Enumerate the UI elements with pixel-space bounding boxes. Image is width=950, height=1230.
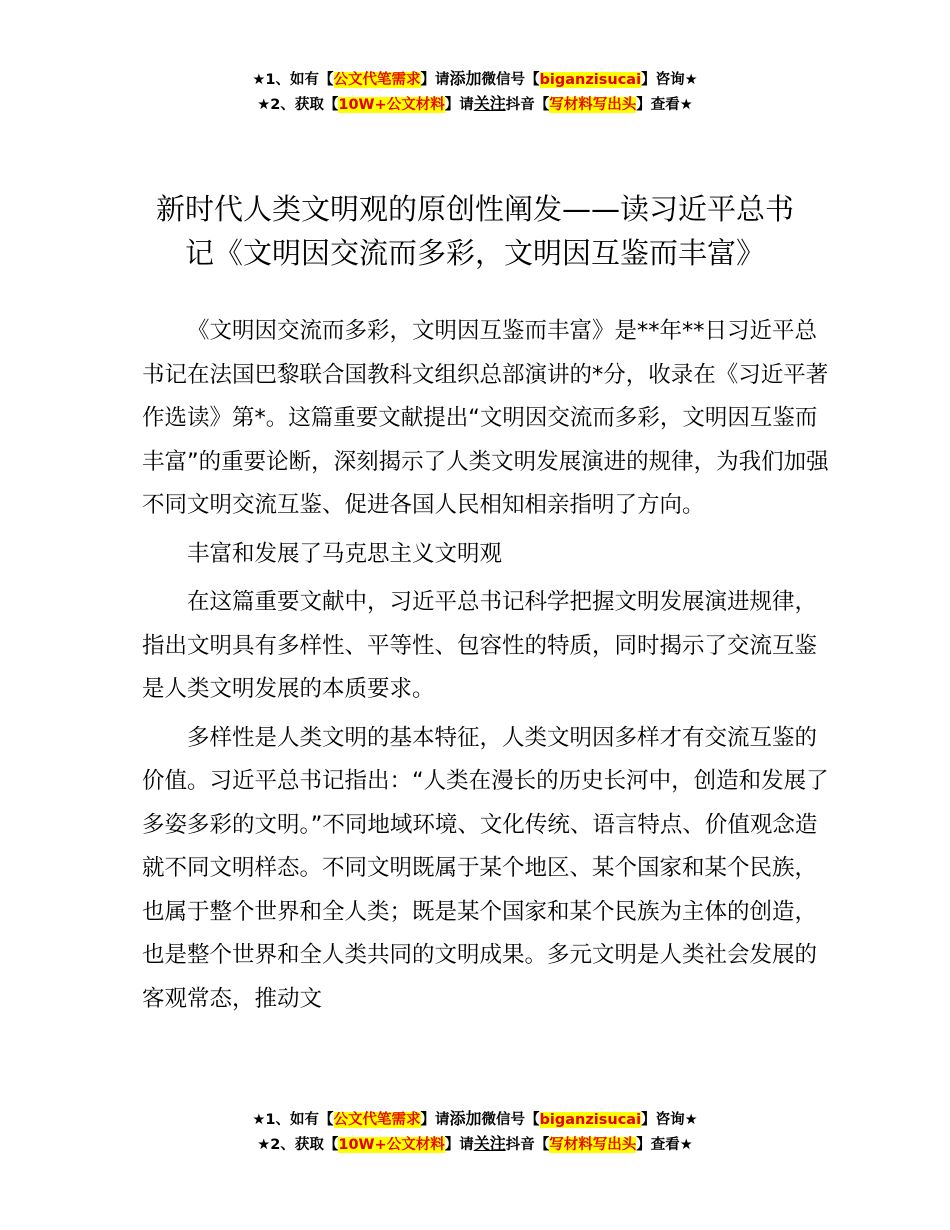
- promo-highlight-douyin: 写材料写出头: [549, 1137, 637, 1153]
- paragraph-2: 在这篇重要文献中，习近平总书记科学把握文明发展演进规律，指出文明具有多样性、平等性、包容性的特质，同时揭示了交流互鉴是人类文明发展的本质要求。: [142, 589, 818, 702]
- document-body: [142, 310, 832, 1026]
- promo-line-2: ★2、获取【10W+公文材料】请关注抖音【写材料写出头】查看★: [257, 94, 693, 113]
- promo-footer: [0, 1107, 950, 1157]
- promo-line-1: ★1、如有【公文代笔需求】请添加微信号【biganzisucai】咨询★: [252, 69, 698, 88]
- section-heading: 丰富和发展了马克思主义文明观: [187, 540, 503, 567]
- promo-line-1: ★1、如有【公文代笔需求】请添加微信号【biganzisucai】咨询★: [252, 1109, 698, 1128]
- promo-header: [0, 67, 950, 117]
- document-title: 新时代人类文明观的原创性阐发——读习近平总书记《文明因交流而多彩，文明因互鉴而丰富》: [155, 192, 794, 271]
- promo-highlight-wechat: biganzisucai: [539, 1112, 642, 1128]
- promo-highlight-service: 公文代笔需求: [333, 1112, 421, 1128]
- promo-highlight-douyin: 写材料写出头: [549, 97, 637, 113]
- paragraph-3: 多样性是人类文明的基本特征，人类文明因多样才有交流互鉴的价值。习近平总书记指出：“人类在漫长的历史长河中，创造和发展了多姿多彩的文明。”不同地域环境、文化传统、语言特点、价值观念造就不同文明样态。不同文明既属于某个地区、某个国家和某个民族，也属于整个世界和全人类；既是某个国家和某个民族为主体的创造，也是整个世界和全人类共同的文明成果。多元文明是人类社会发展的客观常态，推动文: [142, 724, 829, 1012]
- paragraph-intro: 《文明因交流而多彩，文明因互鉴而丰富》是**年**日习近平总书记在法国巴黎联合国教科文组织总部演讲的*分，收录在《习近平著作选读》第*。这篇重要文献提出“文明因交流而多彩，文明因互鉴而丰富”的重要论断，深刻揭示了人类文明发展演进的规律，为我们加强不同文明交流互鉴、促进各国人民相知相亲指明了方向。: [142, 318, 829, 518]
- promo-line-2: ★2、获取【10W+公文材料】请关注抖音【写材料写出头】查看★: [257, 1134, 693, 1153]
- promo-highlight-service: 公文代笔需求: [333, 72, 421, 88]
- promo-highlight-materials: 10W+公文材料: [338, 97, 445, 113]
- promo-highlight-materials: 10W+公文材料: [338, 1137, 445, 1153]
- promo-highlight-wechat: biganzisucai: [539, 72, 642, 88]
